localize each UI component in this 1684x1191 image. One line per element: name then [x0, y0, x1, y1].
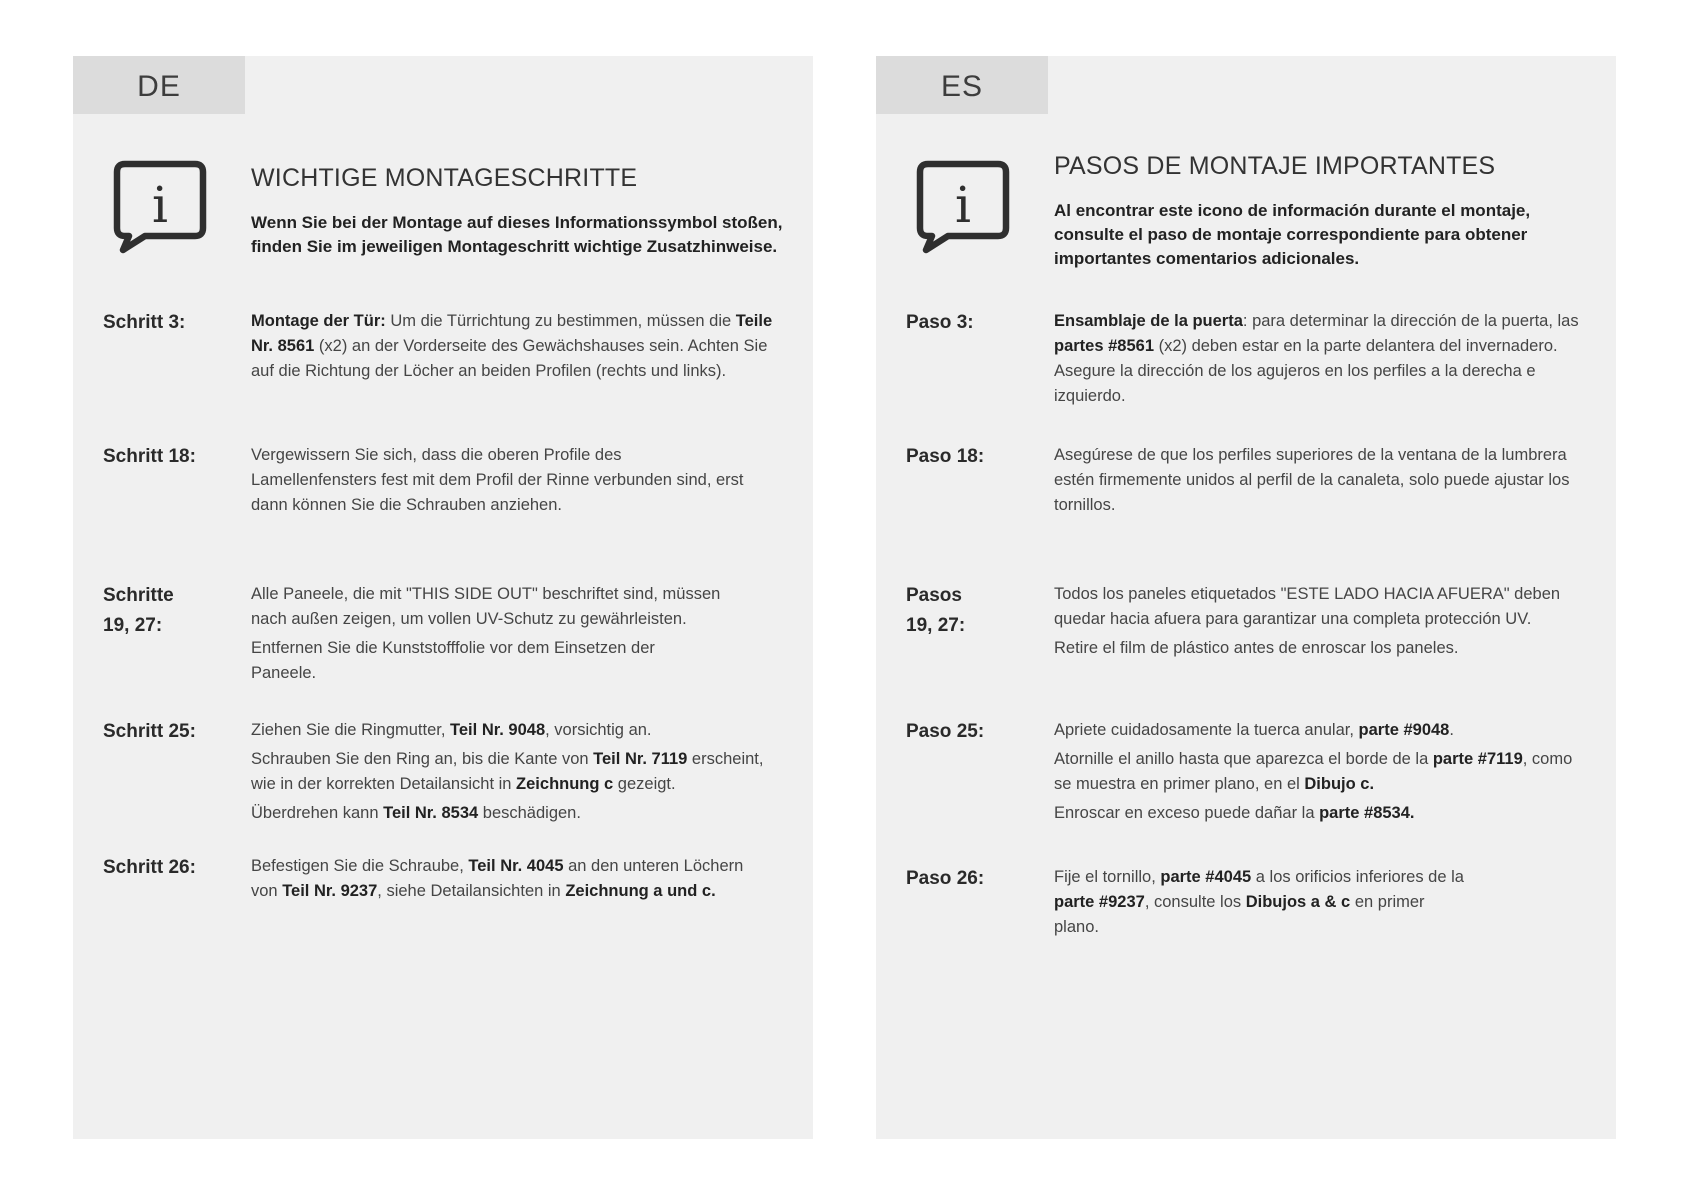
- step-label: Schritt 18:: [103, 446, 196, 467]
- step-label: Paso 3:: [906, 312, 974, 333]
- svg-text:i: i: [152, 176, 168, 234]
- info-bubble-icon: [914, 158, 1012, 254]
- step-label: Paso 18:: [906, 446, 985, 467]
- language-tab-de: DE: [73, 56, 245, 114]
- step-text: Ensamblaje de la puerta: para determinar la dirección de la puerta, las partes #8561 (x2) deben estar en la parte delantera del invernadero. Asegure la dirección de los agujeros en los perfiles a la derecha e izquierdo.: [1054, 312, 1579, 405]
- panel-es: [876, 56, 1616, 1139]
- important-steps-header-es: [1054, 152, 1594, 271]
- step-text: Ziehen Sie die Ringmutter, Teil Nr. 9048, vorsichtig an. Schrauben Sie den Ring an, bis die Kante von Teil Nr. 7119 erscheint, wie in der korrekten Detailansicht in Zeichnung c gezeigt. Überdrehen kann Teil Nr. 8534 beschädigen.: [251, 721, 764, 822]
- step-text: Vergewissern Sie sich, dass die oberen Profile des Lamellenfensters fest mit dem Profil der Rinne verbunden sind, erst dann können Sie die Schrauben anziehen.: [251, 446, 744, 514]
- svg-text:i: i: [955, 176, 971, 234]
- step-label: Paso 26:: [906, 868, 985, 889]
- step-text: Asegúrese de que los perfiles superiores de la ventana de la lumbrera estén firmemente unidos al perfil de la canaleta, solo puede ajustar los tornillos.: [1054, 446, 1570, 514]
- step-text: Montage der Tür: Um die Türrichtung zu bestimmen, müssen die Teile Nr. 8561 (x2) an der Vorderseite des Gewächshauses sein. Achten Sie auf die Richtung der Löcher an beiden Profilen (rechts und links).: [251, 312, 773, 380]
- page-title: WICHTIGE MONTAGESCHRITTE: [251, 164, 638, 192]
- step-text: Alle Paneele, die mit "THIS SIDE OUT" beschriftet sind, müssen nach außen zeigen, um vollen UV-Schutz zu gewährleisten. Entfernen Sie die Kunststofffolie vor dem Einsetzen der Paneele.: [251, 585, 721, 682]
- step-label: Schritt 26:: [103, 857, 196, 878]
- step-label: Schritt 25:: [103, 721, 196, 742]
- step-text: Befestigen Sie die Schraube, Teil Nr. 4045 an den unteren Löchern von Teil Nr. 9237, siehe Detailansichten in Zeichnung a und c.: [251, 857, 744, 900]
- intro-text: Al encontrar este icono de información durante el montaje, consulte el paso de montaje correspondiente para obtener importantes comentarios adicionales.: [1054, 201, 1531, 268]
- step-label: Paso 25:: [906, 721, 985, 742]
- step-text: Todos los paneles etiquetados "ESTE LADO HACIA AFUERA" deben quedar hacia afuera para garantizar una completa protección UV. Retire el film de plástico antes de enroscar los paneles.: [1054, 585, 1561, 657]
- step-text: Fije el tornillo, parte #4045 a los orificios inferiores de la parte #9237, consulte los Dibujos a & c en primer plano.: [1054, 868, 1464, 936]
- intro-text: Wenn Sie bei der Montage auf dieses Informationssymbol stoßen, finden Sie im jeweiligen Montageschritt wichtige Zusatzhinweise.: [251, 213, 783, 256]
- page-title: PASOS DE MONTAJE IMPORTANTES: [1054, 152, 1496, 180]
- info-bubble-icon: [111, 158, 209, 254]
- step-text: Apriete cuidadosamente la tuerca anular, parte #9048. Atornille el anillo hasta que aparezca el borde de la parte #7119, como se muestra en primer plano, en el Dibujo c. Enroscar en exceso puede dañar la parte #8534.: [1054, 721, 1573, 822]
- panel-de: [73, 56, 813, 1139]
- step-label: Schritt 3:: [103, 312, 186, 333]
- step-label: Schritte 19, 27:: [103, 585, 174, 636]
- language-tab-es: ES: [876, 56, 1048, 114]
- step-label: Pasos 19, 27:: [906, 585, 966, 636]
- important-steps-header-de: [251, 164, 791, 259]
